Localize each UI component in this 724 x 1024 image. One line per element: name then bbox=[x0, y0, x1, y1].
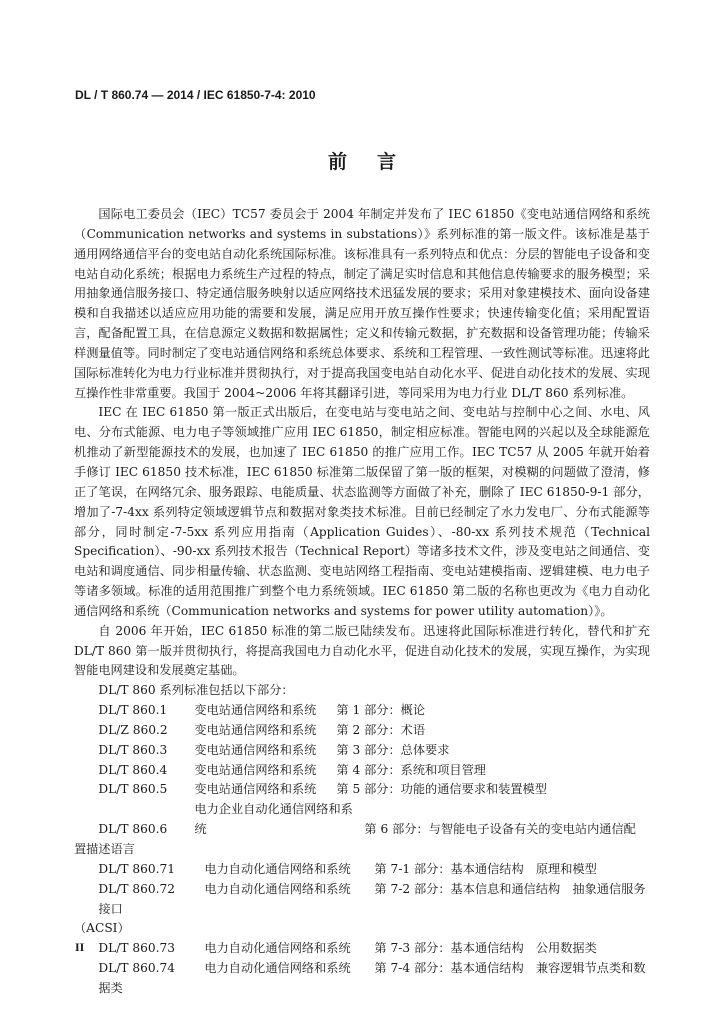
list-item: DL/T 860.1 变电站通信网络和系统 第 1 部分：概论 bbox=[98, 703, 426, 718]
list-item: DL/T 860.5 变电站通信网络和系统 第 5 部分：功能的通信要求和装置模型 bbox=[98, 782, 547, 797]
paragraph-2: IEC 在 IEC 61850 第一版正式出版后，在变电站与变电站之间、变电站与控制中心之间、水电、风电、分布式能源、电力电子等领域推广应用 IEC 61850，制定相应标准。智能电网的兴起以及全球能源危机推动了新型能源技术的发展，也加速了 IEC 61850 的推广应用工作。IEC TC57 从 2005 年就开始着手修订 IEC 61850 技术标准，IEC 61850 标准第二版保留了第一版的框架，对模糊的问题做了澄清，修正了笔误，在网络冗余、服务跟踪、电能质量、状态监测等方面做了补充，删除了 IEC 61850-9-1 部分，增加了-7-4xx 系列特定领域逻辑节点和数据对象类技术标准。目前已经制定了水力发电厂、分布式能源等部分，同时制定-7-5xx 系列应用指南（Application Guides）、-80-xx 系列技术规范（Technical Specification）、-90-xx 系列技术报告（Technical Report）等诸多技术文件，涉及变电站之间通信、变电站和调度通信、同步相量传输、状态监测、变电站网络工程指南、变电站建模指南、逻辑建模、电力电子等诸多领域。标准的适用范围推广到整个电力系统领域。IEC 61850 第二版的名称也更改为《电力自动化通信网络和系统（Communication networks and systems for power utility automation）》。 bbox=[74, 405, 650, 618]
paragraph-4: DL/T 860 系列标准包括以下部分： bbox=[98, 683, 294, 698]
page-title: 前言 bbox=[327, 151, 426, 173]
parts-list bbox=[74, 701, 650, 999]
foreword-body bbox=[74, 205, 650, 999]
list-item-continuation: （ACSI） bbox=[74, 921, 130, 936]
list-item: DL/T 860.71 电力自动化通信网络和系统 第 7-1 部分：基本通信结构 原理和模型 bbox=[98, 861, 597, 876]
list-item: DL/Z 860.2 变电站通信网络和系统 第 2 部分：术语 bbox=[98, 722, 426, 737]
paragraph-1: 国际电工委员会（IEC）TC57 委员会于 2004 年制定并发布了 IEC 61850《变电站通信网络和系统（Communication networks and systems in substations）》系列标准的第一版文件。该标准是基于通用网络通信平台的变电站自动化系统国际标准。该标准具有一系列特点和优点：分层的智能电子设备和变电站自动化系统；根据电力系统生产过程的特点，制定了满足实时信息和其他信息传输要求的服务模型；采用抽象通信服务接口、特定通信服务映射以适应网络技术迅猛发展的要求；采用对象建模技术、面向设备建模和自我描述以适应应用功能的需要和发展，满足应用开放互操作性要求；快速传输变化值；采用配置语言，配备配置工具，在信息源定义数据和数据属性；定义和传输元数据，扩充数据和设备管理功能；传输采样测量值等。同时制定了变电站通信网络和系统总体要求、系统和工程管理、一致性测试等标准。迅速将此国际标准转化为电力行业标准并贯彻执行，对于提高我国变电站自动化水平、促进自动化技术的发展、实现互操作性非常重要。我国于 2004~2006 年将其翻译引进，等同采用为电力行业 DL/T 860 系列标准。 bbox=[74, 207, 650, 400]
list-item: DL/T 860.73 电力自动化通信网络和系统 第 7-3 部分：基本通信结构 公用数据类 bbox=[98, 941, 597, 956]
list-item: DL/T 860.74 电力自动化通信网络和系统 第 7-4 部分：基本通信结构 兼容逻辑节点类和数据类 bbox=[98, 961, 646, 995]
list-item: DL/T 860.3 变电站通信网络和系统 第 3 部分：总体要求 bbox=[98, 742, 450, 757]
paragraph-3: 自 2006 年开始，IEC 61850 标准的第二版已陆续发布。迅速将此国际标准进行转化，替代和扩充 DL/T 860 第一版并贯彻执行，将提高我国电力自动化水平，促进自动化技术的发展，实现互操作，为实现智能电网建设和发展奠定基础。 bbox=[74, 623, 650, 678]
list-item: DL/T 860.6电力企业自动化通信网络和系统 第 6 部分：与智能电子设备有关的变电站内通信配 bbox=[98, 802, 636, 837]
list-item: DL/T 860.72 电力自动化通信网络和系统 第 7-2 部分：基本信息和通信结构 抽象通信服务接口 bbox=[98, 881, 646, 916]
list-item: DL/T 860.4 变电站通信网络和系统 第 4 部分：系统和项目管理 bbox=[98, 762, 486, 777]
standard-number-header: DL / T 860.74 — 2014 / IEC 61850-7-4: 2010 bbox=[75, 88, 316, 102]
list-item-continuation: 置描述语言 bbox=[74, 842, 135, 856]
page-number: II bbox=[75, 940, 85, 954]
